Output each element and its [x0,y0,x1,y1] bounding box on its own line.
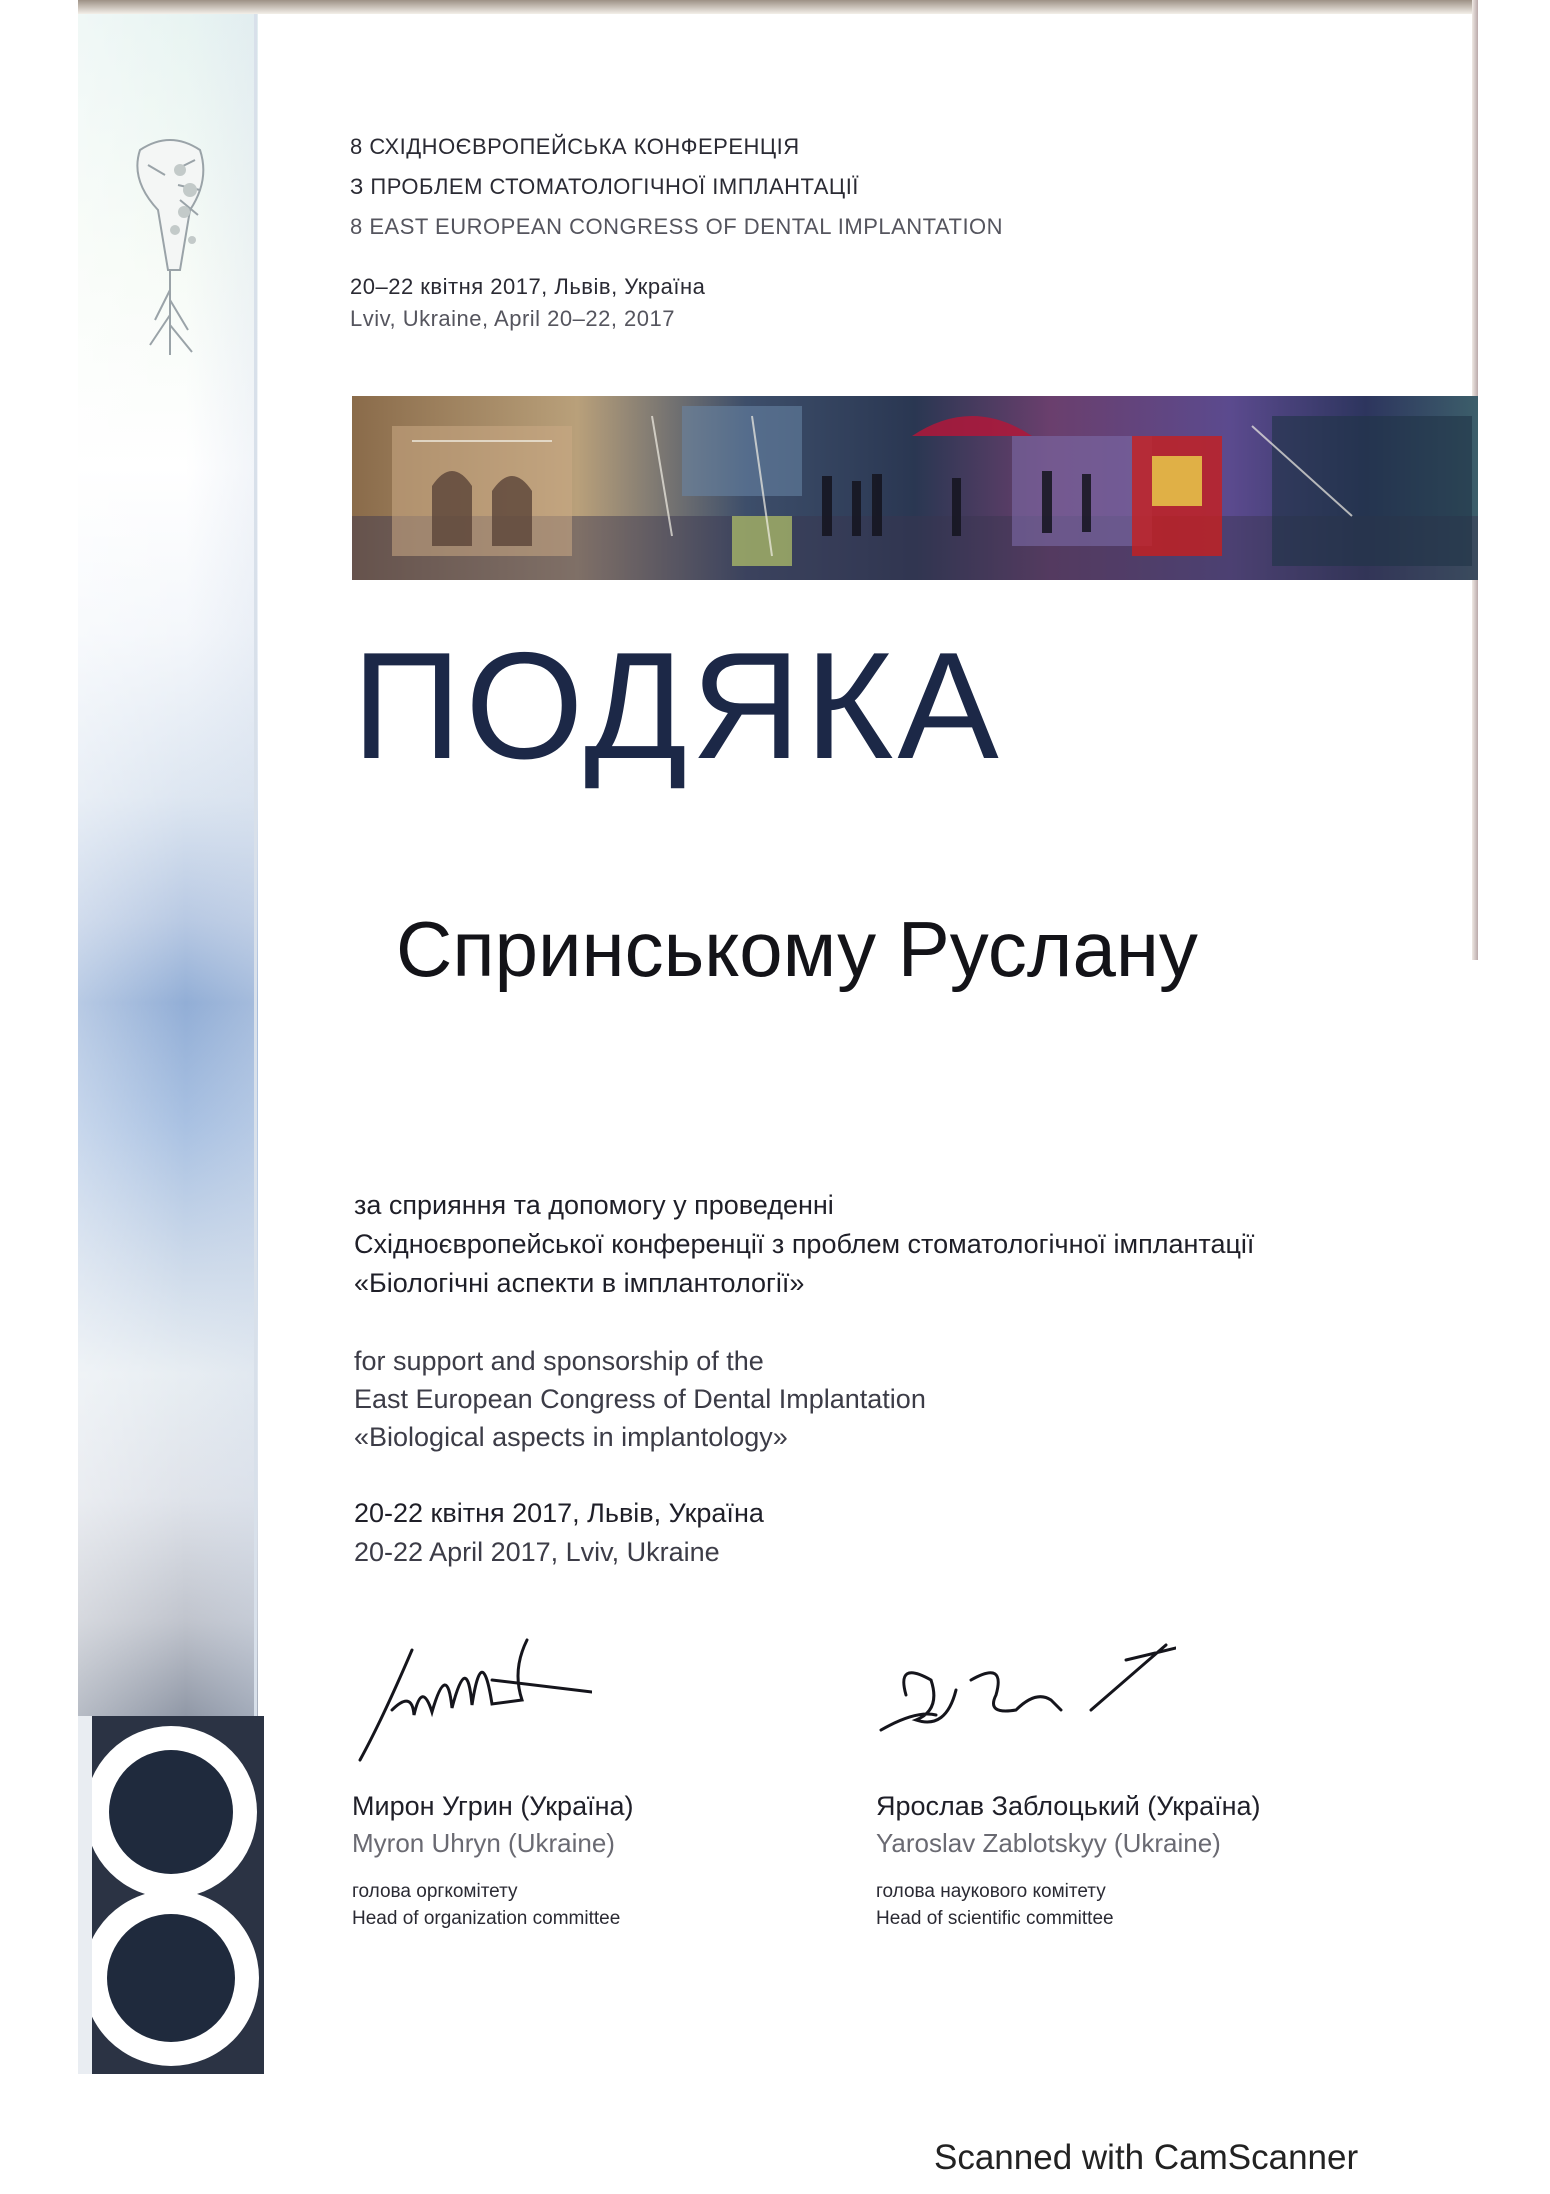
event-date-en: 20-22 April 2017, Lviv, Ukraine [354,1537,720,1567]
conference-header [350,136,1003,330]
signature-zablotskyy [876,1640,1176,1750]
reason-en-line1: for support and sponsorship of the [354,1346,764,1376]
conference-title-ua-line1: 8 СХІДНОЄВРОПЕЙСЬКА КОНФЕРЕНЦІЯ [350,134,800,159]
signatory-name-en: Yaroslav Zablotskyy (Ukraine) [876,1828,1221,1858]
reason-en-line3: «Biological aspects in implantology» [354,1422,788,1452]
signatory-1 [352,1793,634,1928]
page-edge [78,0,1478,14]
conference-date-en: Lviv, Ukraine, April 20–22, 2017 [350,306,675,331]
signatory-role-ua: голова наукового комітету [876,1881,1106,1902]
tooth-tree-logo-icon [120,130,220,360]
certificate-title: ПОДЯКА [352,621,1003,791]
signatory-role-en: Head of scientific committee [876,1908,1114,1929]
reason-ua-line2: Східноєвропейської конференції з проблем стоматологічної імплантації [354,1229,1255,1259]
signature-uhryn [352,1620,592,1770]
scanner-watermark: Scanned with CamScanner [934,2138,1359,2177]
signatory-role-ua: голова оргкомітету [352,1881,518,1902]
signatory-name-ua: Мирон Угрин (Україна) [352,1791,634,1821]
signatory-2 [876,1793,1261,1928]
reason-ua-line3: «Біологічні аспекти в імплантології» [354,1268,805,1298]
signatory-name-en: Myron Uhryn (Ukraine) [352,1828,615,1858]
recipient-name: Спринському Руслану [396,905,1198,993]
congress-8-logo-icon [78,1716,264,2074]
reason-ua-line1: за сприяння та допомогу у проведенні [354,1190,834,1220]
reason-en-line2: East European Congress of Dental Implantation [354,1384,926,1414]
conference-title-en: 8 EAST EUROPEAN CONGRESS OF DENTAL IMPLANTATION [350,214,1004,239]
signatory-role-en: Head of organization committee [352,1908,621,1929]
event-date-ua: 20-22 квітня 2017, Львів, Україна [354,1498,764,1528]
lviv-painting-banner [352,396,1478,580]
conference-title-ua-line2: З ПРОБЛЕМ СТОМАТОЛОГІЧНОЇ ІМПЛАНТАЦІЇ [350,174,859,199]
signatory-name-ua: Ярослав Заблоцький (Україна) [876,1791,1261,1821]
conference-date-ua: 20–22 квітня 2017, Львів, Україна [350,274,706,299]
